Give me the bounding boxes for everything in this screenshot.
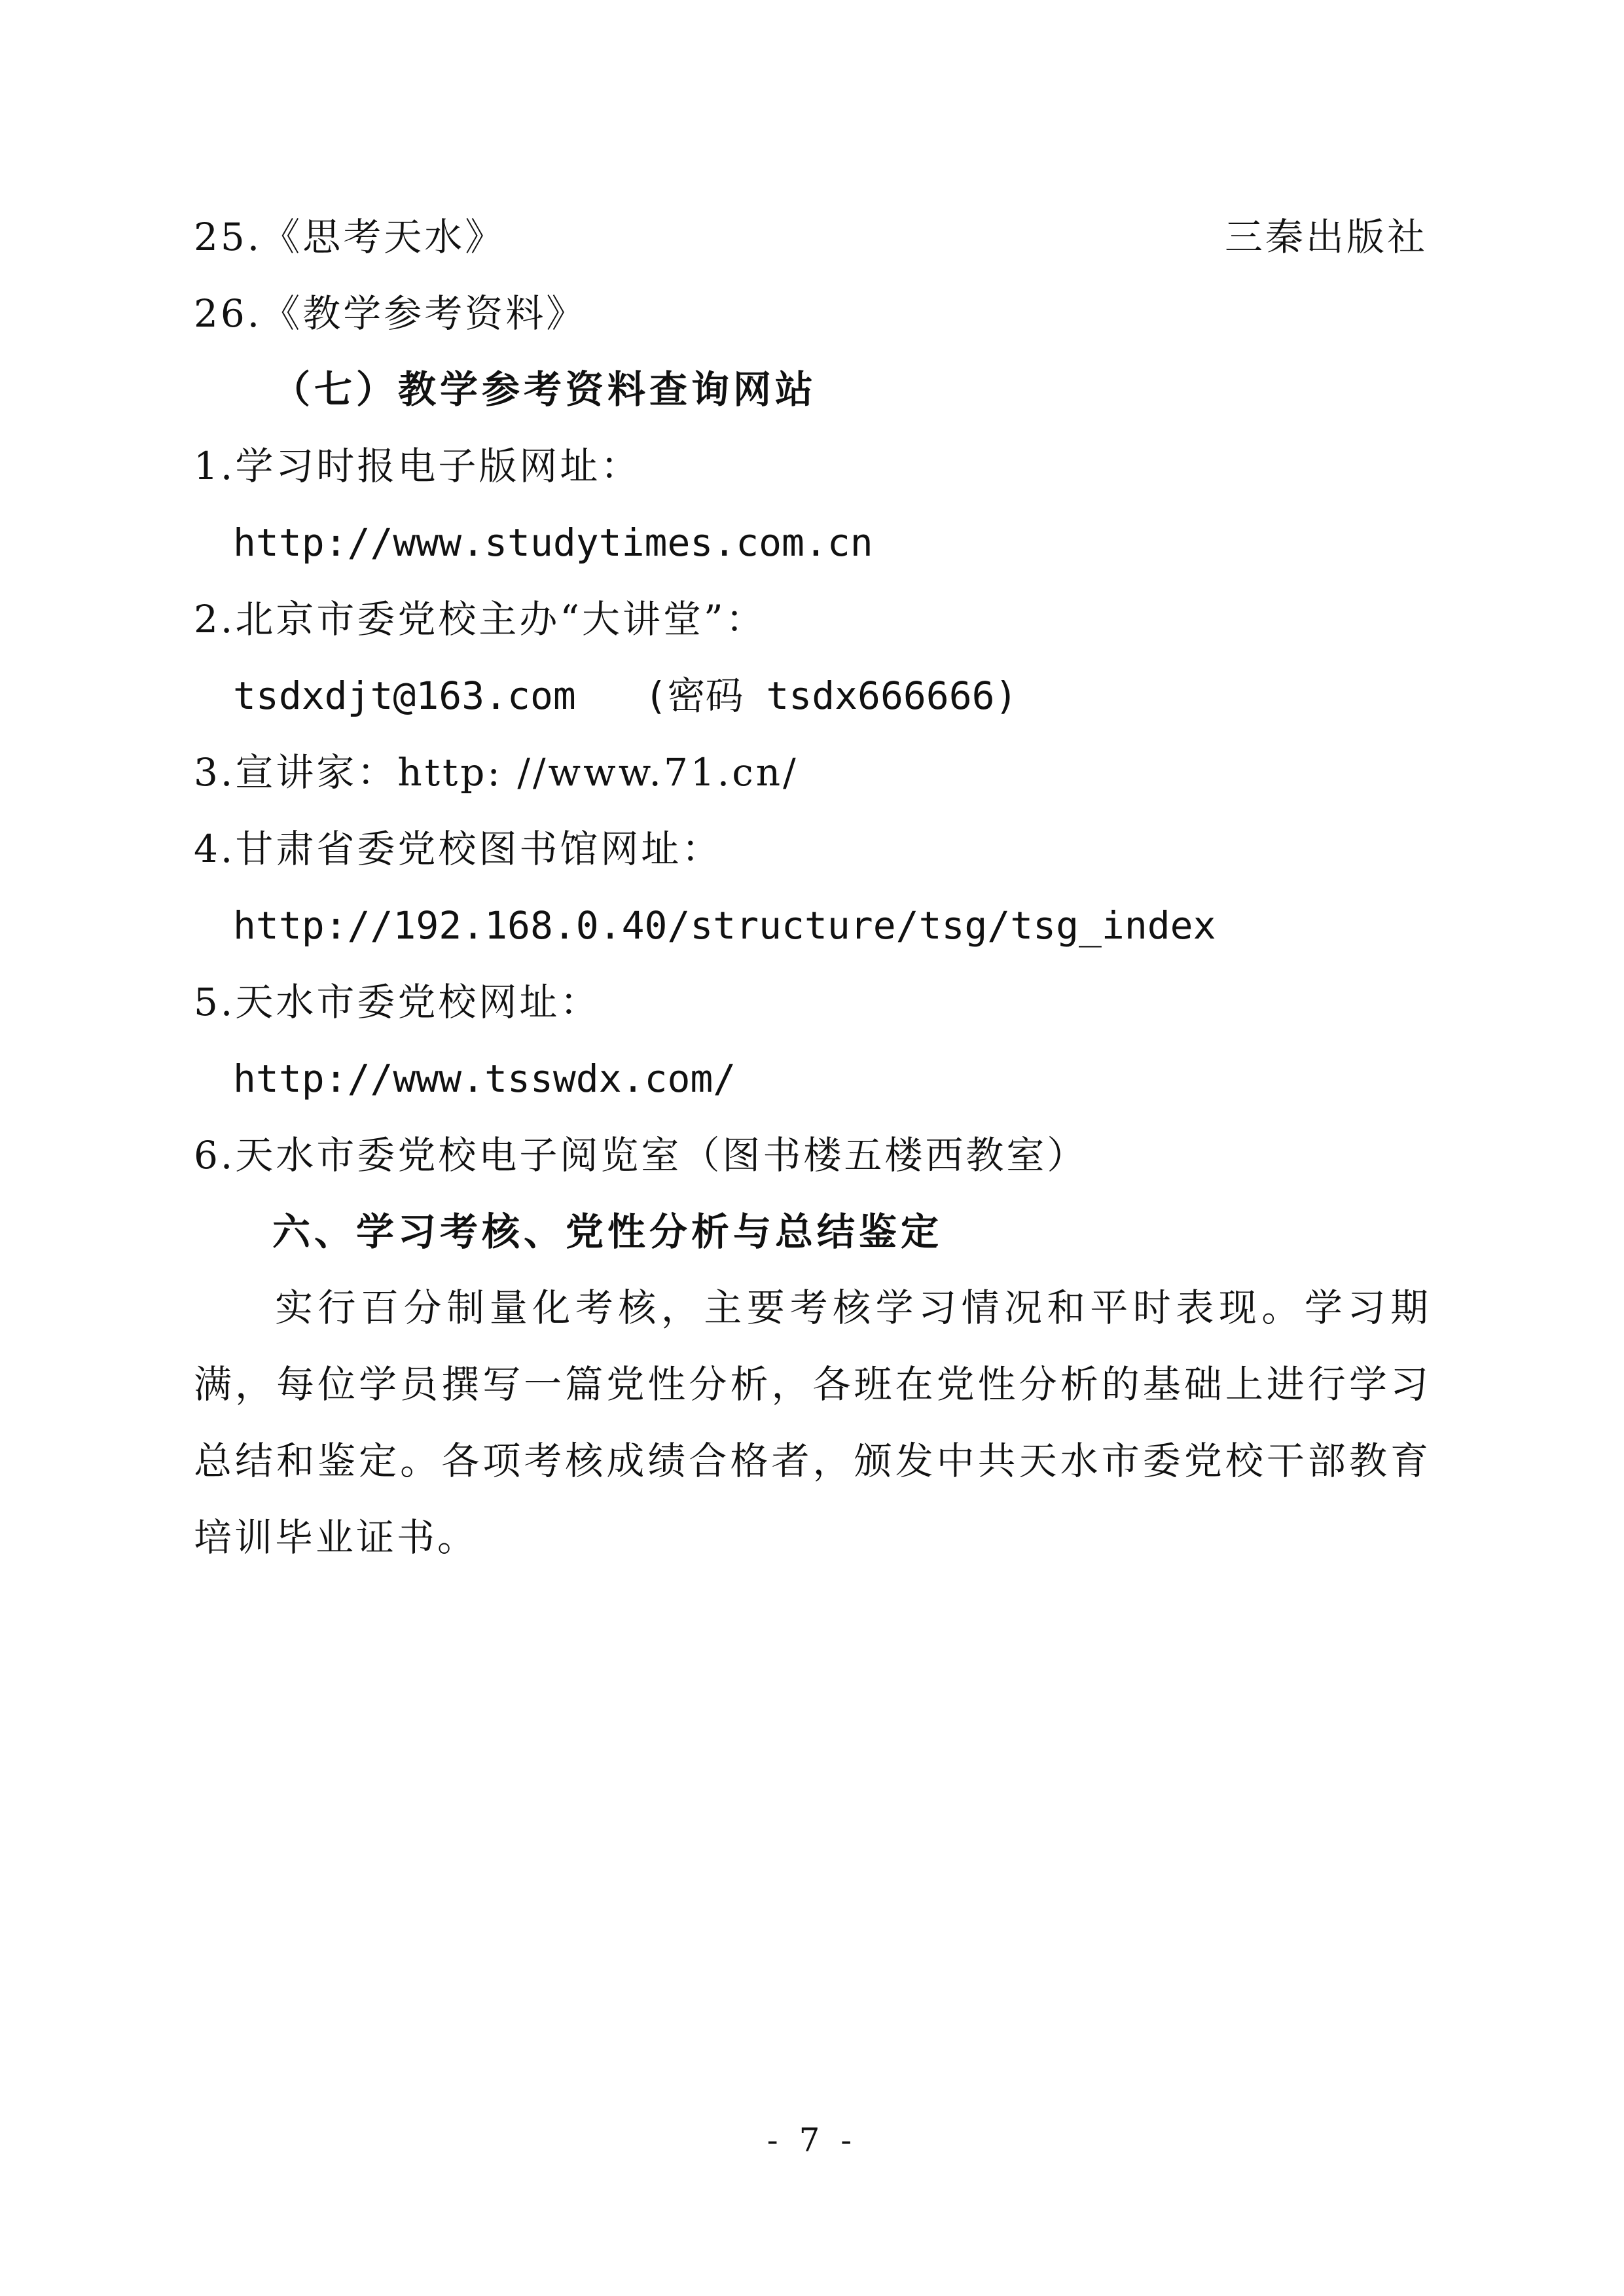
reference-item-25-publisher: 三秦出版社 bbox=[1224, 215, 1428, 259]
website-item-2-label: 2.北京市委党校主办“大讲堂”： bbox=[194, 597, 767, 641]
reference-item-25: 25.《思考天水》 bbox=[194, 215, 506, 259]
website-item-1-label: 1.学习时报电子版网址： bbox=[194, 444, 641, 488]
website-item-4-url: http://192.168.0.40/structure/tsg/tsg_index bbox=[233, 903, 1216, 948]
website-item-3: 3.宣讲家：http: //www.71.cn/ bbox=[194, 750, 799, 795]
website-item-6: 6.天水市委党校电子阅览室（图书楼五楼西教室） bbox=[194, 1133, 1088, 1177]
section-7-heading: （七）教学参考资料查询网站 bbox=[272, 367, 818, 412]
website-item-4-label: 4.甘肃省委党校图书馆网址： bbox=[194, 827, 723, 871]
section-6-heading: 六、学习考核、党性分析与总结鉴定 bbox=[272, 1210, 943, 1254]
section-6-body: 实行百分制量化考核，主要考核学习情况和平时表现。学习期满，每位学员撰写一篇党性分析，各班在党性分析的基础上进行学习总结和鉴定。各项考核成绩合格者，颁发中共天水市委党校干部教育培训毕业证书。 bbox=[194, 1285, 1431, 1560]
website-item-2-account: tsdxdjt@163.com (密码 tsdx666666) bbox=[233, 673, 1018, 718]
page-number: - 7 - bbox=[767, 2121, 857, 2159]
website-item-5-label: 5.天水市委党校网址： bbox=[194, 980, 601, 1024]
reference-item-26: 26.《教学参考资料》 bbox=[194, 291, 587, 336]
website-item-5-url: http://www.tsswdx.com/ bbox=[233, 1056, 736, 1101]
website-item-1-url: http://www.studytimes.com.cn bbox=[233, 520, 873, 565]
